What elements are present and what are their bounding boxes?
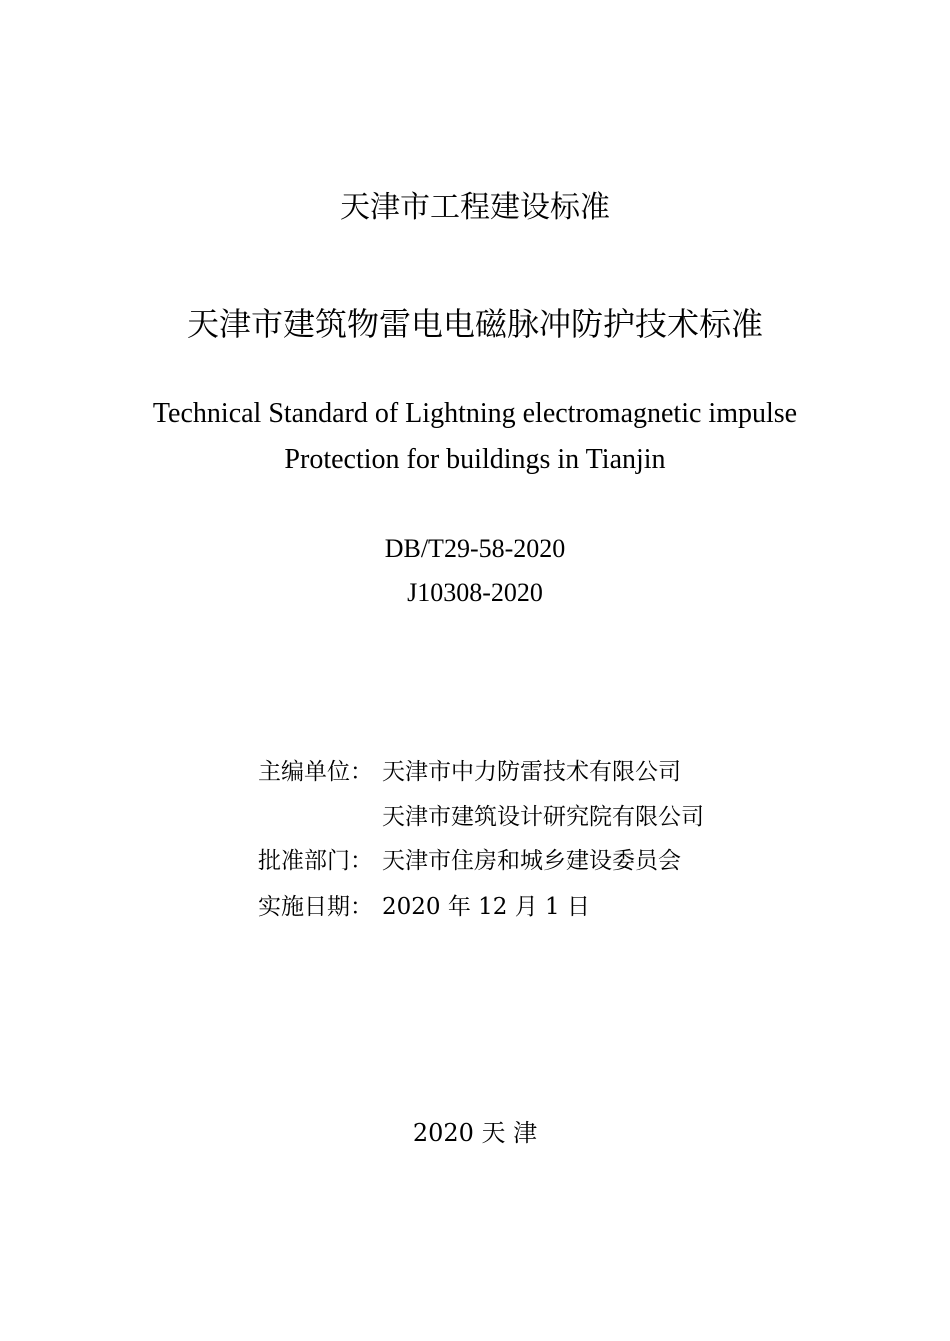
- date-label: 实施日期：: [258, 894, 373, 920]
- standard-category: 天津市工程建设标准: [340, 190, 610, 225]
- date-row: [258, 890, 590, 924]
- document-title-en-line2: Protection for buildings in Tianjin: [284, 444, 666, 475]
- editor-value-2: 天津市建筑设计研究院有限公司: [382, 804, 704, 830]
- editor-value-1: 天津市中力防雷技术有限公司: [382, 759, 681, 785]
- standard-code: DB/T29-58-2020: [384, 534, 566, 563]
- editor-label: 主编单位：: [258, 759, 373, 785]
- approval-row: [258, 844, 681, 878]
- approval-value: 天津市住房和城乡建设委员会: [382, 848, 681, 874]
- document-title-en-line1: Technical Standard of Lightning electromagnetic impulse: [152, 398, 798, 429]
- editor-row: [258, 755, 681, 789]
- footer-year-place: 2020 天 津: [412, 1119, 538, 1147]
- document-title-zh: 天津市建筑物雷电电磁脉冲防护技术标准: [186, 305, 763, 343]
- date-value: 2020 年 12 月 1 日: [382, 894, 590, 920]
- editor-row-2: [258, 800, 704, 834]
- record-code: J10308-2020: [407, 578, 543, 607]
- approval-label: 批准部门：: [258, 848, 373, 874]
